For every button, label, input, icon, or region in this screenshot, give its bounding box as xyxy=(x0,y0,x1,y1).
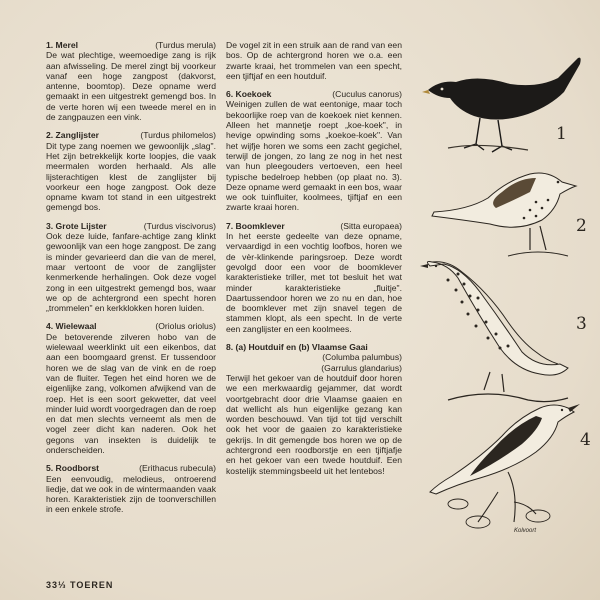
section-houtduif-gaai xyxy=(226,342,402,476)
section-text: Dit type zang noemen we gewoonlijk „slag". Het zijn betrekkelijk korte loopjes, die vaak meermalen worden herhaald. Als alle lijsterachtigen klest de zanglijster bij voorkeur een hoge zangpost. Ook deze opname kwam tot stand in een uitgestrekt gemengd bos. xyxy=(46,140,216,213)
section-title: 8. (a) Houtduif en (b) Vlaamse Gaai xyxy=(226,342,368,353)
section-title: 6. Koekoek xyxy=(226,89,272,100)
latin-name: (Erithacus rubecula) xyxy=(139,463,216,474)
speed-label: 33⅓ TOEREN xyxy=(46,580,114,590)
latin-name: (Turdus viscivorus) xyxy=(143,220,216,231)
bird-illustrations xyxy=(418,52,600,572)
latin-name: (Turdus merula) xyxy=(155,40,216,50)
section-text: De betoverende zilveren hobo van de wielewaal weerklinkt uit een eikenbos, dat aan een boomgaard grenst. Er tussendoor horen we de slag van de vink en de roep van de fluiter. Tegen het eind horen we de eigenlijke zang, volkomen afwijkend van de roep. Het is een soort gekwetter, dat veel minder luid wordt voorgedragen dan de roep en dat men slechts verneemt als men de vogel zeer dicht kan naderen. Ook het gegons van insekten is duidelijk te onderscheiden. xyxy=(46,331,216,455)
section-text: Ook deze luide, fanfare-achtige zang klinkt gewoonlijk van een hoge zangpost. De zang is minder gevarieerd dan die van de merel, maar vertoont de voor de zanglijster kenmerkende herhalingen. Ook deze vogel zong in een uitgestrekt gemengd bos, waar we op de achtergrond een specht horen „trommelen" en kerkklokken horen luiden. xyxy=(46,231,216,314)
oriole-drawing xyxy=(430,404,580,528)
middle-text-column xyxy=(226,40,402,484)
section-title: 1. Merel xyxy=(46,40,79,50)
illustrator-signature: Kolvoort xyxy=(514,528,537,534)
section-text: De wat plechtige, weemoedige zang is rijk aan afwisseling. De merel zingt bij voorkeur vanaf een hoge zangpost (dakvorst, antenne, boomtop). Deze opname werd gemaakt in een uitgestrekt gemengd bos. In de verte horen wij een tweede merel en in de zangpauzen een vink. xyxy=(46,50,216,123)
bird-number-4: 4 xyxy=(580,430,591,450)
section-zanglijster xyxy=(46,130,216,212)
section-text: De vogel zit in een struik aan de rand van een bos. Op de achtergrond horen we o.a. een zwarte kraai, het trommelen van een specht, een tjiftjaf en een houtduif. xyxy=(226,40,402,81)
latin-name: (Oriolus oriolus) xyxy=(155,321,216,332)
latin-name: (Sitta europaea) xyxy=(340,220,402,231)
latin-name-2: (Garrulus glandarius) xyxy=(321,362,402,373)
section-title: 5. Roodborst xyxy=(46,463,99,474)
section-text: In het eerste gedeelte van deze opname, vervaardigd in een vochtig loofbos, horen we de vèr-klinkende paringsroep. Deze wordt gevolgd door een voor de boomklever karakteristieke triller, met tot besluit het wat minder karakteristieke „fluitje". Daartussendoor horen we zo nu en dan, hoe de boomklever met zijn snavel tegen de stammen klopt, als een specht. In de verte een zanglijster en een koolmees. xyxy=(226,231,402,334)
section-roodborst xyxy=(46,463,216,514)
section-grote-lijster xyxy=(46,221,216,314)
section-boomklever xyxy=(226,221,402,334)
latin-name: (Turdus philomelos) xyxy=(140,130,216,141)
section-roodborst-continued xyxy=(226,40,402,81)
bird-number-2: 2 xyxy=(576,216,587,236)
bird-number-1: 1 xyxy=(556,124,567,144)
section-merel xyxy=(46,40,216,122)
section-wielewaal xyxy=(46,321,216,455)
left-text-column xyxy=(46,40,216,523)
section-text: Terwijl het gekoer van de houtduif door horen we een merkwaardig gejammer, dat wordt voortgebracht door drie Vlaamse gaaien en dat wellicht als hun eigenlijke gezang kan worden beschouwd. Van tijd tot tijd verschilt ook het voor de gaaien zo karakteristieke gekrijs. In dit gemengde bos horen we op de achtergrond een roodborstje en een tjiftjafje en het gekoer van een twede houtduif. Een kostelijk stemmingsbeeld uit het lentebos! xyxy=(226,372,402,476)
mistle-thrush-drawing xyxy=(420,262,568,402)
section-title: 4. Wielewaal xyxy=(46,321,97,332)
section-title: 7. Boomklever xyxy=(226,220,285,231)
section-title: 3. Grote Lijster xyxy=(46,220,107,231)
bird-drawings xyxy=(418,52,600,572)
latin-name: (Cuculus canorus) xyxy=(332,89,402,100)
latin-name: (Columba palumbus) xyxy=(322,352,402,363)
section-title: 2. Zanglijster xyxy=(46,130,100,141)
bird-number-3: 3 xyxy=(576,314,587,334)
section-koekoek xyxy=(226,89,402,213)
section-text: Weinigen zullen de wat eentonige, maar toch bekoorlijke roep van de koekoek niet kennen. Alleen het mannetje roept „koe-koek", in hevige opwinding soms „koekoe-koek". Van het wijfje horen we soms een zacht gegichel, terwijl de jongen, zo lang ze nog in het nest van hun pleegouders vertoeven, een heel typische bedelroep hebben (op plaat no. 3). Deze opname werd gemaakt in een bos, waar we ook tuinfluiter, koolmees, tjiftjaf en een zwarte kraai horen. xyxy=(226,99,402,213)
song-thrush-drawing xyxy=(432,173,576,256)
section-text: Een eenvoudig, melodieus, ontroerend liedje, dat we ook in de wintermaanden vaak horen. Karakteristiek zijn de toonverschillen in een enkele strofe. xyxy=(46,473,216,515)
